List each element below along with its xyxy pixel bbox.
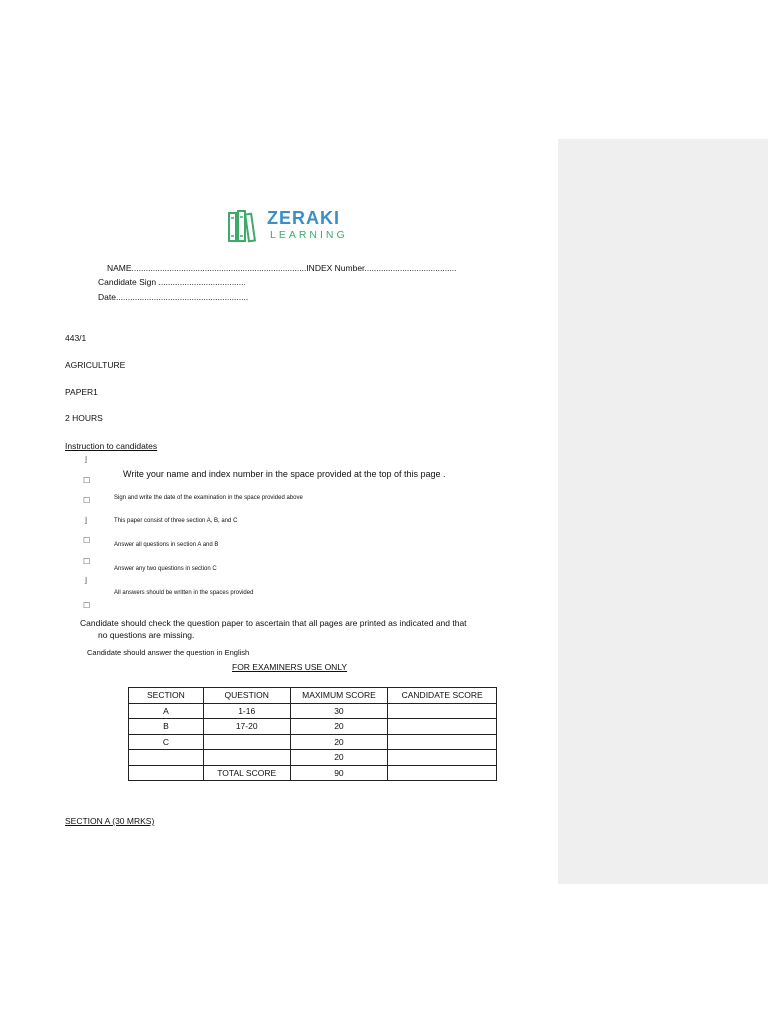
bullet-icon: ☐	[83, 536, 91, 545]
english-instruction: Candidate should answer the question in English	[87, 648, 250, 657]
books-icon	[227, 209, 263, 243]
table-cell: 20	[290, 734, 388, 750]
table-header-row	[129, 688, 497, 704]
bullet-icon: ⌋	[84, 576, 88, 585]
table-cell: 30	[290, 703, 388, 719]
duration: 2 HOURS	[65, 413, 103, 423]
bullet-icon: ⌋	[84, 455, 88, 464]
table-cell	[388, 719, 497, 735]
table-header-cell: MAXIMUM SCORE	[290, 688, 388, 704]
bullet-icon: ☐	[83, 601, 91, 610]
table-cell	[203, 734, 290, 750]
table-row	[129, 750, 497, 766]
paper-code: 443/1	[65, 333, 87, 343]
table-cell	[203, 750, 290, 766]
table-cell	[388, 765, 497, 781]
logo-brand: ZERAKI	[267, 208, 340, 228]
bullet-icon: ☐	[83, 496, 91, 505]
table-cell: 1-16	[203, 703, 290, 719]
table-cell	[388, 734, 497, 750]
table-cell: 20	[290, 750, 388, 766]
zeraki-logo	[227, 208, 357, 244]
table-cell	[388, 750, 497, 766]
comment-margin-pane	[558, 139, 768, 884]
bullet-icon: ☐	[83, 557, 91, 566]
check-instruction-line-2: no questions are missing.	[98, 630, 195, 640]
instruction-item: All answers should be written in the spaces provided	[114, 590, 254, 596]
name-index-line: NAME..........................................................................INDEX Number.......................................	[107, 263, 457, 273]
instruction-item: This paper consist of three section A, B, and C	[114, 518, 238, 524]
table-cell: 17-20	[203, 719, 290, 735]
bullet-icon: ⌋	[84, 516, 88, 525]
instruction-item: Sign and write the date of the examination in the space provided above	[114, 495, 303, 501]
table-cell: TOTAL SCORE	[203, 765, 290, 781]
table-cell	[129, 765, 204, 781]
date-line: Date........................................................	[98, 292, 249, 302]
table-cell: B	[129, 719, 204, 735]
logo-sub: LEARNING	[270, 229, 348, 241]
table-cell: 20	[290, 719, 388, 735]
table-cell: A	[129, 703, 204, 719]
table-cell	[388, 703, 497, 719]
table-cell: C	[129, 734, 204, 750]
table-row	[129, 734, 497, 750]
table-header-cell: QUESTION	[203, 688, 290, 704]
paper-number: PAPER1	[65, 387, 98, 397]
examiners-score-table	[128, 687, 497, 781]
table-header-cell: CANDIDATE SCORE	[388, 688, 497, 704]
instruction-item: Write your name and index number in the space provided at the top of this page .	[123, 469, 446, 479]
examiners-table-title: FOR EXAMINERS USE ONLY	[232, 662, 348, 672]
bullet-icon: ☐	[83, 476, 91, 485]
instructions-heading: Instruction to candidates	[65, 441, 158, 451]
table-header-cell: SECTION	[129, 688, 204, 704]
instruction-item: Answer any two questions in section C	[114, 566, 217, 572]
check-instruction-line-1: Candidate should check the question paper to ascertain that all pages are printed as indicated and that	[80, 618, 467, 628]
candidate-sign-line: Candidate Sign .....................................	[98, 277, 246, 287]
table-cell	[129, 750, 204, 766]
table-cell: 90	[290, 765, 388, 781]
table-row	[129, 765, 497, 781]
subject: AGRICULTURE	[65, 360, 126, 370]
instruction-item: Answer all questions in section A and B	[114, 542, 219, 548]
table-row	[129, 703, 497, 719]
table-row	[129, 719, 497, 735]
section-a-heading: SECTION A (30 MRKS)	[65, 816, 155, 826]
